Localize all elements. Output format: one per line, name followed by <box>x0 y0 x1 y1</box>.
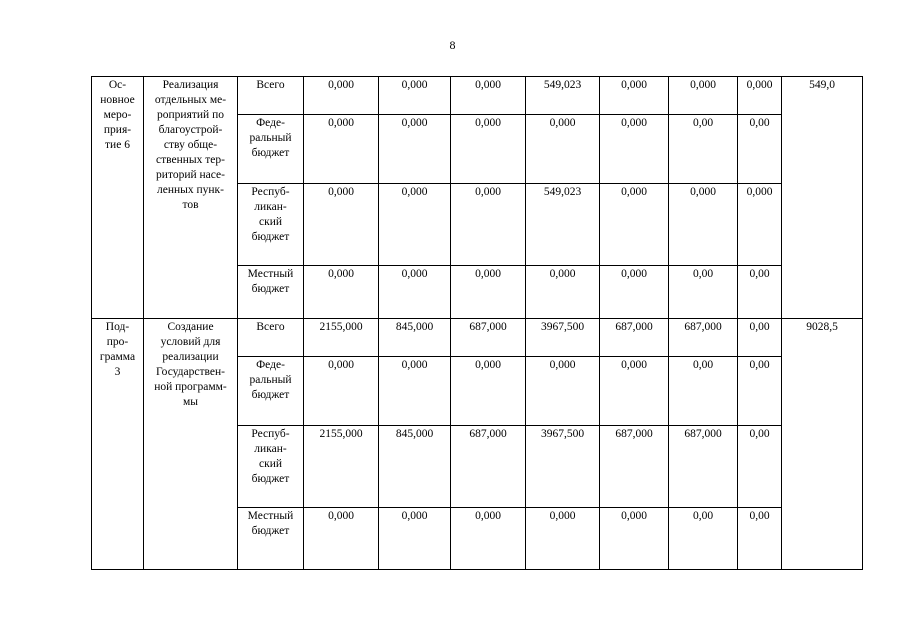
value-cell: 0,000 <box>600 508 669 570</box>
value-cell: 0,00 <box>669 115 738 184</box>
value-cell: 0,000 <box>669 77 738 115</box>
table-row <box>92 319 863 357</box>
value-cell: 687,000 <box>600 319 669 357</box>
value-cell: 0,000 <box>451 115 526 184</box>
table-row <box>92 77 863 115</box>
value-cell: 0,000 <box>738 184 782 266</box>
value-cell: 0,000 <box>738 77 782 115</box>
value-cell: 0,000 <box>526 115 600 184</box>
value-cell: 0,000 <box>600 77 669 115</box>
value-cell: 549,023 <box>526 77 600 115</box>
value-cell: 0,000 <box>600 266 669 319</box>
section-description-cell: Реализация отдельных ме- роприятий по благоустрой- ству обще- ственных тер- риторий насе- ленных пунк- тов <box>144 77 238 319</box>
value-cell: 0,000 <box>451 266 526 319</box>
page-number: 8 <box>449 38 456 52</box>
value-cell: 0,000 <box>304 77 379 115</box>
value-cell: 687,000 <box>669 426 738 508</box>
value-cell: 687,000 <box>669 319 738 357</box>
value-cell: 0,000 <box>526 266 600 319</box>
value-cell: 0,00 <box>738 115 782 184</box>
section-total-cell: 549,0 <box>782 77 863 319</box>
value-cell: 0,000 <box>304 357 379 426</box>
value-cell: 2155,000 <box>304 426 379 508</box>
value-cell: 687,000 <box>451 426 526 508</box>
value-cell: 0,000 <box>379 357 451 426</box>
value-cell: 845,000 <box>379 426 451 508</box>
value-cell: 0,00 <box>738 357 782 426</box>
value-cell: 0,000 <box>451 184 526 266</box>
value-cell: 0,000 <box>379 77 451 115</box>
funding-source-cell: Респуб- ликан- ский бюджет <box>238 426 304 508</box>
value-cell: 0,00 <box>669 508 738 570</box>
value-cell: 3967,500 <box>526 426 600 508</box>
value-cell: 0,000 <box>379 508 451 570</box>
section-total-cell: 9028,5 <box>782 319 863 570</box>
value-cell: 0,000 <box>304 115 379 184</box>
value-cell: 0,00 <box>669 266 738 319</box>
funding-source-cell: Феде- ральный бюджет <box>238 357 304 426</box>
value-cell: 687,000 <box>600 426 669 508</box>
value-cell: 0,00 <box>669 357 738 426</box>
value-cell: 0,000 <box>669 184 738 266</box>
section-description-cell: Создание условий для реализации Государствен- ной программ- мы <box>144 319 238 570</box>
funding-source-cell: Всего <box>238 319 304 357</box>
value-cell: 0,00 <box>738 319 782 357</box>
funding-source-cell: Всего <box>238 77 304 115</box>
value-cell: 0,000 <box>451 508 526 570</box>
value-cell: 3967,500 <box>526 319 600 357</box>
value-cell: 0,000 <box>304 184 379 266</box>
value-cell: 0,000 <box>526 508 600 570</box>
value-cell: 0,00 <box>738 508 782 570</box>
value-cell: 0,00 <box>738 266 782 319</box>
value-cell: 0,000 <box>304 266 379 319</box>
budget-table <box>91 76 863 570</box>
value-cell: 0,000 <box>379 184 451 266</box>
value-cell: 2155,000 <box>304 319 379 357</box>
value-cell: 0,000 <box>451 77 526 115</box>
funding-source-cell: Местный бюджет <box>238 266 304 319</box>
value-cell: 549,023 <box>526 184 600 266</box>
value-cell: 0,000 <box>451 357 526 426</box>
value-cell: 0,000 <box>304 508 379 570</box>
value-cell: 0,00 <box>738 426 782 508</box>
funding-source-cell: Местный бюджет <box>238 508 304 570</box>
funding-source-cell: Респуб- ликан- ский бюджет <box>238 184 304 266</box>
section-name-cell: Под- про- грамма 3 <box>92 319 144 570</box>
value-cell: 0,000 <box>379 266 451 319</box>
value-cell: 687,000 <box>451 319 526 357</box>
value-cell: 0,000 <box>600 184 669 266</box>
value-cell: 0,000 <box>600 357 669 426</box>
value-cell: 0,000 <box>379 115 451 184</box>
value-cell: 0,000 <box>526 357 600 426</box>
section-name-cell: Ос- новное меро- прия- тие 6 <box>92 77 144 319</box>
funding-source-cell: Феде- ральный бюджет <box>238 115 304 184</box>
value-cell: 0,000 <box>600 115 669 184</box>
value-cell: 845,000 <box>379 319 451 357</box>
